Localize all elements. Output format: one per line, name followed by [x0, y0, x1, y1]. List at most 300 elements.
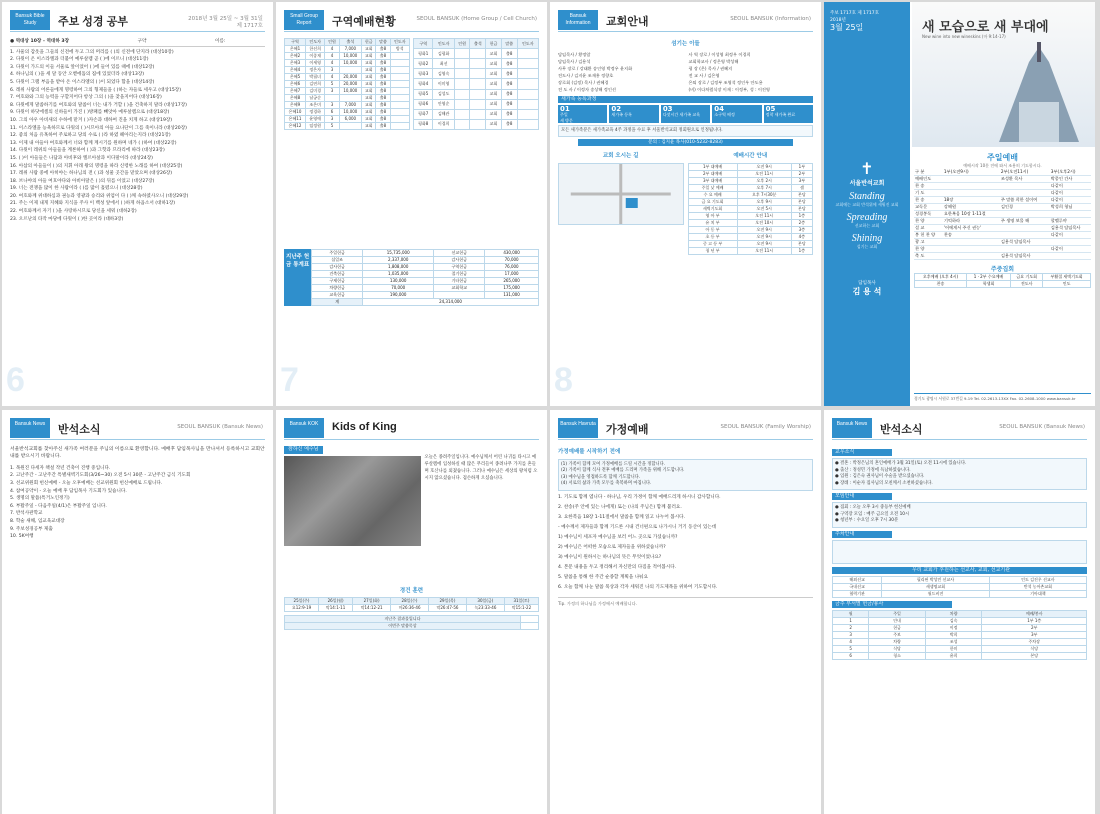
table-cell: 교회	[362, 74, 376, 81]
table-cell: 교회	[486, 69, 502, 79]
table-cell: 주일헌금	[312, 250, 363, 257]
table-row	[312, 292, 539, 299]
news-item: 5. 생명의 말씀(특거노인정기)	[10, 496, 70, 502]
table-cell: 3부	[982, 631, 1087, 638]
flow-step	[558, 105, 607, 123]
missions-title: 우리 교회가 후원하는 선교사, 교회, 선교기관	[832, 567, 1087, 574]
header	[284, 418, 539, 440]
staff-entry: 은퇴 장로 / 김정부 조영석 정인우 안도용	[688, 79, 763, 85]
table-cell	[454, 49, 470, 59]
quiz-question: 16. 아삽의 아들들이 ( )의 지휘 아래 왕의 명령을 따라 신령한 노래를 하여 (대상25장)	[10, 163, 183, 169]
table-row	[833, 583, 1087, 590]
table-cell: 인도	[1043, 281, 1091, 288]
table-cell: 1부 1층	[982, 617, 1087, 624]
table-cell: 2층	[791, 219, 812, 226]
worship-step: 6. 오늘 함께 나눈 말씀 묵상과 각자 세워진 나의 기도제목을 위하여 기도합시다.	[558, 584, 718, 590]
table-cell: 조은미	[305, 102, 324, 109]
table-row	[688, 212, 813, 219]
table-cell: 6	[833, 652, 869, 659]
table-cell: 이세영	[305, 60, 324, 67]
table-cell: 국내선교	[833, 583, 882, 590]
table-cell: 은혜3	[285, 60, 306, 67]
member-news-item: ● 출산 : 정성민 가정에 득남하였습니다.	[835, 467, 911, 473]
column-header: 구역	[414, 39, 433, 49]
table-cell: 18장	[943, 197, 1000, 204]
staff-entry: 전 도 사 / 이정자 송상해 정인선	[558, 86, 616, 92]
table-cell: 출8	[376, 116, 390, 123]
table-cell: 설 교	[914, 225, 943, 232]
table-cell	[517, 49, 538, 59]
table-cell: 1,808,000	[363, 264, 434, 271]
table-cell: 은혜1	[285, 46, 306, 53]
table-cell: 70,000	[363, 285, 434, 292]
section-badge: Bansuk News	[10, 418, 50, 438]
table-cell: 2,337,000	[363, 257, 434, 264]
summary-table	[311, 249, 539, 306]
table-cell: 5	[325, 123, 339, 130]
step-label: 정착 새가족 완료	[765, 112, 796, 118]
table-cell: 샘	[791, 184, 812, 191]
table-cell: 오전 11시	[737, 212, 791, 219]
table-row	[914, 232, 1091, 239]
table-cell	[390, 60, 409, 67]
table-cell: 김용석 담임목사	[1000, 253, 1050, 260]
table-cell	[1050, 239, 1091, 246]
summary-total-row	[312, 299, 539, 306]
header	[832, 418, 1087, 440]
table-cell: 박성희 형님	[1050, 204, 1091, 211]
table-cell	[517, 99, 538, 109]
step-number: 05	[765, 104, 776, 113]
church-info-page	[550, 2, 821, 406]
duty-title: 금주 부서별 헌금/봉사	[832, 601, 952, 608]
table-cell: 평화8	[414, 119, 433, 129]
prep-item: (3) 예수님을 영접하도록 함께 기도합니다.	[561, 474, 641, 480]
table-cell: 교회	[486, 119, 502, 129]
pastor-name: 김 용 석	[852, 287, 882, 296]
table-cell	[1000, 211, 1050, 218]
missions-table	[832, 576, 1087, 598]
column-header: 28일(수)	[391, 598, 429, 605]
table-row	[285, 74, 410, 81]
info-body	[558, 38, 813, 255]
table-cell	[454, 99, 470, 109]
flow-step	[764, 105, 813, 123]
column-header: 25일(주)	[285, 598, 319, 605]
worship-subtitle: 예배시작 10분 전에 와서 조용히 기도합시다.	[963, 163, 1042, 168]
table-cell: 평화1	[414, 49, 433, 59]
quiz-question: 11. 이스라엘을 능욕하므로 다윗의 ( )시므아의 아들 요나단이 그를 죽이니라 (대상20장)	[10, 125, 187, 131]
table-cell: 교회	[486, 79, 502, 89]
table-cell	[390, 88, 409, 95]
table-cell: 오전 10시	[737, 219, 791, 226]
table-cell	[454, 109, 470, 119]
table-cell	[470, 59, 486, 69]
location-map	[558, 163, 684, 225]
table-cell: 2부	[982, 624, 1087, 631]
table-cell	[390, 53, 409, 60]
prep-item: (4) 서로의 삶과 가족 모두를 축복하며 마칩니다.	[561, 481, 652, 487]
table-cell: 영 아 부	[688, 212, 737, 219]
table-cell	[470, 49, 486, 59]
table-cell: 이경희	[433, 119, 454, 129]
quiz-question: 3. 다윗이 가드의 이들 서울로 앞이었어 ( )에 들어 있를 때에 (대상12장)	[10, 64, 155, 70]
column-header: 말씀	[376, 39, 390, 46]
worship-steps	[558, 494, 813, 591]
prep-item: (2) 가족이 함께 식사 전후 예배를 드리며 가족을 위해 기도합니다.	[561, 468, 685, 474]
table-row	[312, 264, 539, 271]
table-cell: 10,000	[339, 88, 362, 95]
quiz-question: 10. 그의 아우 아비새의 수하에 맡겨 ( )자손과 대하여 진을 치게 하고 (대상19장)	[10, 117, 173, 123]
story-image	[284, 456, 421, 546]
weekday-table	[914, 273, 1091, 288]
news-item: 8. 학술 새해, 임교육교대장	[10, 518, 65, 524]
news-list	[10, 465, 265, 541]
table-cell	[470, 69, 486, 79]
table-row	[285, 605, 539, 612]
column-header: 말씀	[501, 39, 517, 49]
quiz-heading	[10, 38, 265, 47]
table-cell: 교회	[486, 89, 502, 99]
table-cell	[943, 176, 1000, 183]
table-cell: 방석	[390, 46, 409, 53]
table-cell: 오후 9시	[737, 198, 791, 205]
table-row	[285, 102, 410, 109]
devotion-title: 경건 훈련	[399, 587, 424, 594]
staff-title: 섬기는 이들	[671, 41, 700, 47]
step-label: 다섯시간 새가족 교육	[662, 112, 701, 118]
table-cell: 4	[325, 53, 339, 60]
news-body	[10, 446, 265, 541]
table-cell	[470, 109, 486, 119]
table-cell: 구제헌금	[312, 278, 363, 285]
table-cell	[454, 89, 470, 99]
section-badge: Bansuk Bible Study	[10, 10, 50, 30]
member-news-title: 교우소식	[832, 449, 892, 456]
worship-order	[914, 152, 1091, 288]
table-cell: 은혜11	[285, 116, 306, 123]
times-title: 예배시간 안내	[733, 153, 768, 160]
page-title: 반석소식	[880, 424, 923, 436]
table-cell: 1층	[791, 247, 812, 254]
quiz-question: 22. 여호와께서 자기 ( )을 사랑하시므로 당신을 세워 (대하2장)	[10, 209, 137, 215]
news-page	[2, 410, 273, 814]
contact-line: 문의 : 김지윤 목사(010-5232-8283)	[578, 139, 793, 146]
table-cell: 기 도	[914, 190, 943, 197]
table-cell: 교회	[362, 95, 376, 102]
table-header	[414, 39, 539, 49]
family-body	[558, 446, 813, 607]
meetings	[832, 502, 1087, 528]
table-cell	[454, 79, 470, 89]
table-row	[688, 233, 813, 240]
column-header: 인도자	[517, 39, 538, 49]
table-cell: 교회	[362, 67, 376, 74]
staff-entry: 전도사 / 김지윤 조재홍 정향호	[558, 72, 614, 78]
table-cell: 1층	[791, 212, 812, 219]
table-cell: 박필녀	[305, 74, 324, 81]
table-row	[414, 89, 539, 99]
worship-step: - 예수께서 제자들과 함께 기드론 시내 건너편으로 나가시니 거기 동산이 있는데	[558, 524, 717, 530]
table-cell: 절기헌금	[434, 271, 485, 278]
weekday-title: 주중집회	[990, 266, 1015, 273]
table-cell: 교회	[362, 116, 376, 123]
news-item: 4. 참여공약이 - 오늘 예배 후 담임목사 기도회가 있습니다.	[10, 488, 127, 494]
table-cell	[1000, 246, 1050, 253]
table-row	[833, 617, 1087, 624]
map-and-times	[558, 150, 813, 255]
table-cell: 130,000	[363, 278, 434, 285]
quiz-range: ● 역대상 10장 - 역대하 3장	[10, 39, 70, 44]
name-field-label: 이름:	[215, 39, 226, 44]
table-cell: 구 분	[914, 169, 943, 176]
table-cell: 교회	[486, 49, 502, 59]
table-row	[914, 246, 1091, 253]
table-cell: 70,000	[485, 257, 539, 264]
table-cell: 광 고	[914, 239, 943, 246]
cover-hero	[912, 2, 1095, 147]
table-cell: 반석 농어촌교회	[989, 583, 1086, 590]
table-cell: 4	[325, 46, 339, 53]
table-cell	[517, 119, 538, 129]
table-cell: 주보	[869, 631, 926, 638]
table-cell: 교회	[362, 53, 376, 60]
table-cell: 찬송	[915, 281, 967, 288]
bible-study-page	[2, 2, 273, 406]
table-row	[914, 239, 1091, 246]
table-cell: 출8	[376, 81, 390, 88]
table-cell: 3	[325, 88, 339, 95]
table-row	[414, 59, 539, 69]
member-news	[832, 458, 1087, 490]
table-cell: 교회	[362, 102, 376, 109]
table-header	[833, 610, 1087, 617]
times-table	[688, 163, 814, 255]
news-item: 2. 고난주간 - 고난주간 특별새벽기도회(3/26~30) 오전 5시 30분 - 고난주간 금식 기도회	[10, 473, 191, 479]
cover-verse: New wine into new wineskins (마 9:14-17)	[922, 34, 1006, 39]
table-row	[914, 204, 1091, 211]
worship-step: 3. 요한복음 18장 1-11절에서 말씀을 함께 읽고 나누어 봅시다.	[558, 514, 685, 520]
quiz-question: 7. 여호와와 그의 능력을 구할지어다 항상 그의 ( )을 찾을지어다 (대상16장)	[10, 95, 162, 101]
table-cell: 다같이	[1050, 183, 1091, 190]
table-cell: 본당	[791, 205, 812, 212]
quiz-question: 13. 이제 내 아들아 여호와께서 너와 함께 계시기를 원하며 네가 ( )하여 (대상22장)	[10, 140, 177, 146]
table-cell: 기아대책	[989, 590, 1086, 597]
table-cell: 유 치 부	[688, 219, 737, 226]
step-label: 소구역 배정	[714, 112, 735, 118]
motto-shining-desc: 섬기는 교회	[856, 244, 878, 249]
table-cell: 오전 11시	[737, 247, 791, 254]
table-row	[915, 281, 1091, 288]
quiz-question: 17. 레위 사람 중에 아히야는 하나님의 전 ( )과 성물 곳간을 맡았으며 (대상26장)	[10, 171, 173, 177]
table-row	[833, 590, 1087, 597]
cover-page	[824, 2, 1095, 406]
cover-sidebar	[824, 2, 910, 406]
table-cell: 해외선교	[833, 576, 882, 583]
table-cell	[454, 119, 470, 129]
worship-step: 2) 예수님은 어떠한 모습으로 제자들을 위하셨습니까?	[558, 544, 666, 550]
staff-entry: (비) 이다처럼식장 이재 : 이정부, 성 : 이진영	[688, 86, 770, 92]
table-row	[312, 271, 539, 278]
table-cell: 평화4	[414, 79, 433, 89]
table-row	[914, 183, 1091, 190]
table-cell	[943, 239, 1000, 246]
table-cell: 금 요 기도회	[688, 198, 737, 205]
column-header: 출석	[339, 39, 362, 46]
newcomer-steps	[558, 105, 813, 123]
table-cell: 차량	[869, 638, 926, 645]
map-drawing	[559, 164, 683, 224]
table-row	[688, 170, 813, 177]
table-cell: 눅23:33-46	[466, 605, 504, 612]
table-cell: 다같이	[1050, 190, 1091, 197]
table-cell: 찬 송	[914, 197, 943, 204]
table-cell	[325, 95, 339, 102]
table-cell	[390, 123, 409, 130]
table-cell: 교회	[486, 59, 502, 69]
step-label: 주일	[560, 112, 568, 118]
table-cell: 봉 헌 찬 양	[914, 232, 943, 239]
table-cell	[1000, 232, 1050, 239]
table-cell: 김영숙	[433, 69, 454, 79]
summary-title: 지난주 헌금 통계표	[284, 249, 311, 306]
issue-block	[824, 2, 910, 39]
table-cell: 다같이	[1050, 246, 1091, 253]
table-cell: 평화3	[414, 69, 433, 79]
table-row	[285, 109, 410, 116]
table-cell: 4	[833, 638, 869, 645]
issue-year: 2018년	[830, 18, 846, 23]
page-title: 교회안내	[606, 16, 649, 28]
table-row	[833, 624, 1087, 631]
table-cell: 출8	[501, 119, 517, 129]
table-cell: 한선희	[305, 46, 324, 53]
header	[284, 10, 539, 32]
quiz-testament: 구약	[137, 39, 147, 44]
table-cell: 주 말씀 희한 설이여	[1000, 197, 1050, 204]
table-cell: 오전 9시	[737, 226, 791, 233]
step-label: 새 방문	[560, 117, 573, 123]
issue-number: 제 1717호	[236, 23, 263, 29]
table-row	[914, 225, 1091, 232]
table-cell: 축 도	[914, 253, 943, 260]
table-cell: 은혜2	[285, 53, 306, 60]
quiz-question: 23. 오르난의 타작 마당에 다윗이 ( )한 곳이라 (대하3장)	[10, 216, 124, 222]
table-cell: 265,000	[485, 278, 539, 285]
page-subtitle: SEOUL BANSUK (Family Worship)	[720, 424, 811, 430]
member-news-item: ● 장례 : 이순자 집사님의 모친께서 소천하셨습니다.	[835, 480, 933, 486]
table-cell	[390, 116, 409, 123]
column-header: 31일(토)	[504, 598, 538, 605]
table-cell: 교회	[362, 123, 376, 130]
table-cell	[517, 109, 538, 119]
table-cell: 본당	[791, 240, 812, 247]
table-cell: 찬송	[943, 232, 1000, 239]
table-cell: 마26:36-46	[391, 605, 429, 612]
table-cell: 오전 9시	[737, 163, 791, 170]
table-cell: 15,735,000	[363, 250, 434, 257]
table-cell: 오전 9시	[737, 233, 791, 240]
quiz-question: 1. 사울의 갑옷을 그들의 신전에 두고 그의 머리를 ( )의 신전에 단지라 (대상10장)	[10, 49, 174, 55]
table-cell: 한미	[925, 645, 982, 652]
total-value: 24,314,000	[363, 299, 539, 306]
table-cell: 평화6	[414, 99, 433, 109]
results-table	[284, 615, 539, 630]
member-news-item: ● 결혼 : 박정은님의 혼인예배가 3월 31일(토) 오전 11시에 있습니다.	[835, 461, 967, 466]
pastor-block	[824, 280, 910, 297]
meetings-title: 모임안내	[832, 493, 892, 500]
table-cell	[339, 123, 362, 130]
table-cell: 이정	[925, 624, 982, 631]
table-cell: 차량헌금	[312, 285, 363, 292]
table-row	[688, 226, 813, 233]
table-cell: 찬 양	[914, 246, 943, 253]
offering-summary	[284, 249, 539, 306]
worship-step: 4. 본문 내용을 두고 정리해서 자신만의 다짐을 적어봅시다.	[558, 564, 677, 570]
column-header: 인원	[454, 39, 470, 49]
table-cell: 윤영애	[305, 116, 324, 123]
table-cell: 오후예배 (오후 4시)	[915, 274, 967, 281]
column-header: 출석	[470, 39, 486, 49]
table-cell: 본당	[791, 198, 812, 205]
table-cell: 평화5	[414, 89, 433, 99]
worship-step: 2. 찬송(주 안에 있는 나에게) 또는 (나의 주님은) 함께 불러요.	[558, 504, 682, 510]
table-row	[914, 211, 1091, 218]
table-cell: 교육헌금	[312, 292, 363, 299]
table-cell: 4	[325, 60, 339, 67]
table-cell: 기타헌금	[434, 278, 485, 285]
table-row	[688, 177, 813, 184]
table-cell	[470, 119, 486, 129]
table-cell: 막14:12-21	[353, 605, 391, 612]
table-row	[833, 638, 1087, 645]
staff-entry: 평 장 (은) 목사 / 권혜지	[688, 65, 733, 71]
table-cell: 오전 9시	[737, 240, 791, 247]
table-cell: 은혜8	[285, 95, 306, 102]
table-cell: 김용석 담임목사	[1000, 239, 1050, 246]
table-header	[285, 39, 410, 46]
table-cell: 정은자	[305, 67, 324, 74]
result-label: 지난주 결과물입니다	[285, 616, 521, 623]
table-cell: 월드비전	[882, 590, 990, 597]
table-cell: 김평화	[433, 49, 454, 59]
newcomer-flow-title: 새가족 등록과정	[558, 96, 813, 103]
kids-page	[276, 410, 547, 814]
section-badge: Bansuk KOK	[284, 418, 324, 438]
table-cell: 3부(오후2시)	[1050, 169, 1091, 176]
table-cell: 교회	[362, 109, 376, 116]
column-header: 주일	[869, 610, 926, 617]
table-cell: 수 요 예배	[688, 191, 737, 198]
staff-entry: 전 교 사 / 김은영	[688, 72, 720, 78]
table-cell: 3부	[791, 177, 812, 184]
table-cell: 평화7	[414, 109, 433, 119]
worship-step: 1) 예수님이 세포자 예수님을 보러 어느 곳으로 가셨습니까?	[558, 534, 678, 540]
table-cell: 중 고 등 부	[688, 240, 737, 247]
table-row	[833, 631, 1087, 638]
table-cell: 3	[325, 67, 339, 74]
table-cell: 1부(오전9시)	[943, 169, 1000, 176]
meeting-item: ● 구역장 모임 : 매주 금요일 오전 10시	[835, 511, 910, 517]
table-row	[285, 67, 410, 74]
worship-step: 1. 기도로 함께 엽니다 - 하나님, 우리 가정이 함께 예배드리게 하시니 감사합니다.	[558, 494, 721, 500]
table-cell: 은혜9	[285, 102, 306, 109]
worship-times	[688, 150, 814, 255]
table-cell: 출8	[376, 109, 390, 116]
table-cell: 본당	[791, 191, 812, 198]
table-cell: 구역헌금	[434, 264, 485, 271]
column-header: 헌금	[486, 39, 502, 49]
